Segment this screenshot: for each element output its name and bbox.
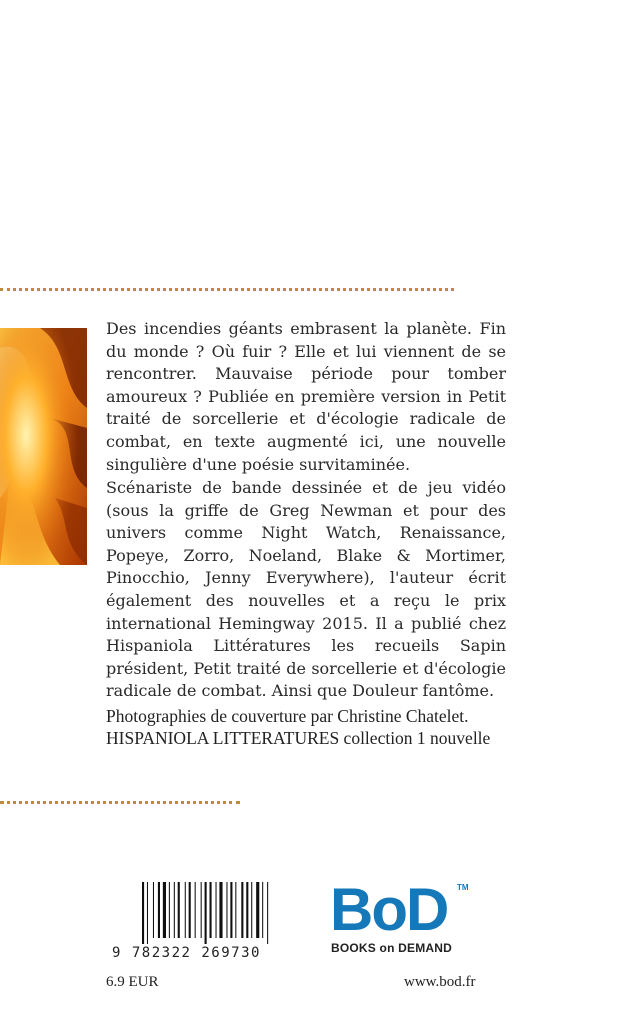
collection-line: HISPANIOLA LITTERATURES collection 1 nouvelle [106,728,491,748]
photo-credit: Photographies de couverture par Christine Chatelet. [106,706,469,726]
flame-photo [0,328,87,565]
barcode-digits: 9 782322 269730 [112,945,261,961]
bod-logo: BoD [330,876,448,943]
dotted-divider-bottom [0,801,240,804]
publisher-url: www.bod.fr [404,974,476,990]
trademark-mark: TM [457,883,469,892]
barcode-icon [140,882,292,944]
publisher-tagline: BOOKS on DEMAND [331,941,452,955]
blurb-paragraph-1: Des incendies géants embrasent la planète. Fin du monde ? Où fuir ? Elle et lui viennent de se rencontrer. Mauvaise période pour tomber amoureux ? Publiée en première version in Petit traité de sorcellerie et d'écologie radicale de combat, en texte augmenté ici, une nouvelle singulière d'une poésie survitaminée. [106,319,506,474]
blurb-paragraph-2: Scénariste de bande dessinée et de jeu vidéo (sous la griffe de Greg Newman et pour des univers comme Night Watch, Renaissance, Popeye, Zorro, Noeland, Blake & Mortimer, Pinocchio, Jenny Everywhere), l'auteur écrit également des nouvelles et a reçu le prix international Hemingway 2015. Il a publié chez Hispaniola Littératures les recueils Sapin président, Petit traité de sorcellerie et d'écologie radicale de combat. Ainsi que Douleur fantôme. [106,478,506,701]
price-label: 6.9 EUR [106,974,159,990]
dotted-divider-top [0,288,454,291]
flame-image-icon [0,328,87,565]
